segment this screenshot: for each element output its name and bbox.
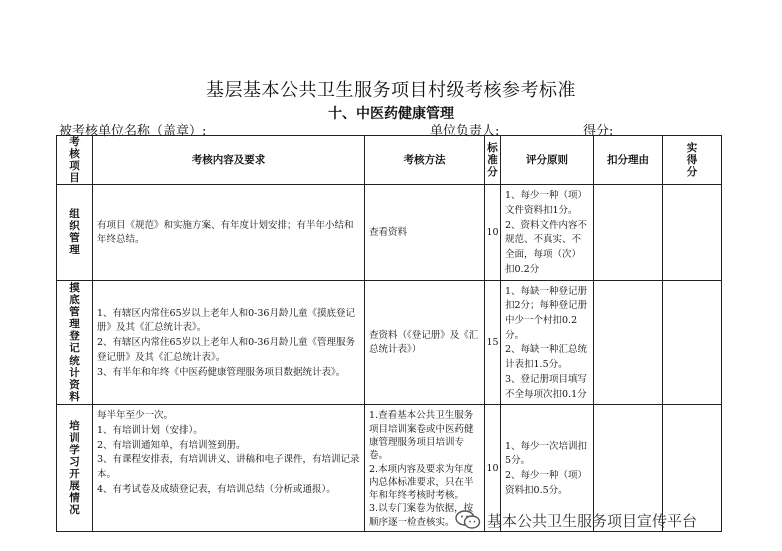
method-line: 查资料（《登记册》及《汇总统计表》） xyxy=(369,329,479,356)
watermark xyxy=(455,508,775,532)
col-header-method: 考核方法 xyxy=(365,136,485,185)
col-header-deduct-reason: 扣分理由 xyxy=(594,136,663,185)
row-standard-score: 10 xyxy=(485,405,501,532)
section-subtitle: 十、中医药健康管理 xyxy=(328,106,454,122)
watermark-text: 基本公共卫生服务项目宣传平台 xyxy=(487,511,698,530)
row-category: 组织管理 xyxy=(57,185,93,280)
content-line: 3、有半年和年终《中医药健康管理服务项目数据统计表》。 xyxy=(97,366,346,378)
method-line: 查看资料 xyxy=(369,227,408,239)
row-content xyxy=(93,280,365,405)
content-line: 1、有辖区内常住65岁以上老年人和0-36月龄儿童《摸底登记册》及其《汇总统计表》。 xyxy=(97,307,355,334)
content-line: 2、有培训通知单，有培训签到册。 xyxy=(97,439,246,451)
row-deduct-reason xyxy=(594,185,663,280)
page-title: 基层基本公共卫生服务项目村级考核参考标准 xyxy=(206,80,576,101)
col-header-rule: 评分原则 xyxy=(501,136,594,185)
table-header-row xyxy=(57,136,722,185)
method-line: 2.本项内容及要求为年度内总体标准要求，只在半年和年终考核时考核。 xyxy=(369,463,474,502)
row-category: 培训学习开展情况 xyxy=(57,405,93,532)
rule-line: 1、每缺一种登记册扣2分；每种登记册中少一个村扣0.2分。 xyxy=(505,285,588,341)
rule-line: 1、每少一种（项）文件资料扣1分。 xyxy=(505,190,588,216)
method-line: 3.以专门案卷为依据，按顺序逐一检查核实。 xyxy=(369,503,474,528)
col-header-actual-score: 实得分 xyxy=(663,136,722,185)
row-rule xyxy=(501,280,594,405)
col-header-item: 考核项目 xyxy=(57,136,93,185)
row-method xyxy=(365,280,485,405)
unit-name-label: 被考核单位名称（盖章）: xyxy=(59,124,207,139)
unit-leader-label: 单位负责人: xyxy=(430,124,500,139)
content-line: 2、有辖区内常住65岁以上老年人和0-36月龄儿童《管理服务登记册》及其《汇总统计表》。 xyxy=(97,337,355,363)
rule-line: 2、每缺一种汇总统计表扣1.5分。 xyxy=(505,344,588,371)
row-method xyxy=(365,185,485,280)
rule-line: 1、每少一次培训扣5分。 xyxy=(505,440,588,467)
row-deduct-reason xyxy=(594,280,663,405)
row-category: 摸底管理登记统计资料 xyxy=(57,280,93,405)
score-label: 得分: xyxy=(583,124,614,139)
wechat-icon xyxy=(455,509,481,531)
content-line: 3、有课程安排表，有培训讲义、讲稿和电子课件，有培训记录本。 xyxy=(97,454,360,481)
table-row xyxy=(57,280,722,405)
row-actual-score xyxy=(663,185,722,280)
content-line: 每半年至少一次。 xyxy=(97,410,174,422)
assessment-table xyxy=(56,135,722,532)
content-line: 有项目《规范》和实施方案、有年度计划安排；有半年小结和年终总结。 xyxy=(97,219,354,246)
rule-line: 3、登记册项目填写不全每项次扣0.1分 xyxy=(505,373,588,400)
rule-line: 2、资料文件内容不规范、不真实、不全面，每项（次）扣0.2分 xyxy=(505,219,588,275)
row-content xyxy=(93,185,365,280)
method-line: 1.查看基本公共卫生服务项目培训案卷或中医药健康管理服务项目培训专卷。 xyxy=(369,410,474,462)
row-actual-score xyxy=(663,280,722,405)
content-line: 1、有培训计划（安排）。 xyxy=(97,425,203,437)
row-content xyxy=(93,405,365,532)
row-standard-score: 15 xyxy=(485,280,501,405)
row-standard-score: 10 xyxy=(485,185,501,280)
table-row xyxy=(57,185,722,280)
rule-line: 2、每少一种（项）资料扣0.5分。 xyxy=(505,470,588,496)
col-header-standard-score: 标准分 xyxy=(485,136,501,185)
col-header-content: 考核内容及要求 xyxy=(93,136,365,185)
content-line: 4、有考试卷及成绩登记表，有培训总结（分析或通报）。 xyxy=(97,483,336,495)
row-rule xyxy=(501,185,594,280)
